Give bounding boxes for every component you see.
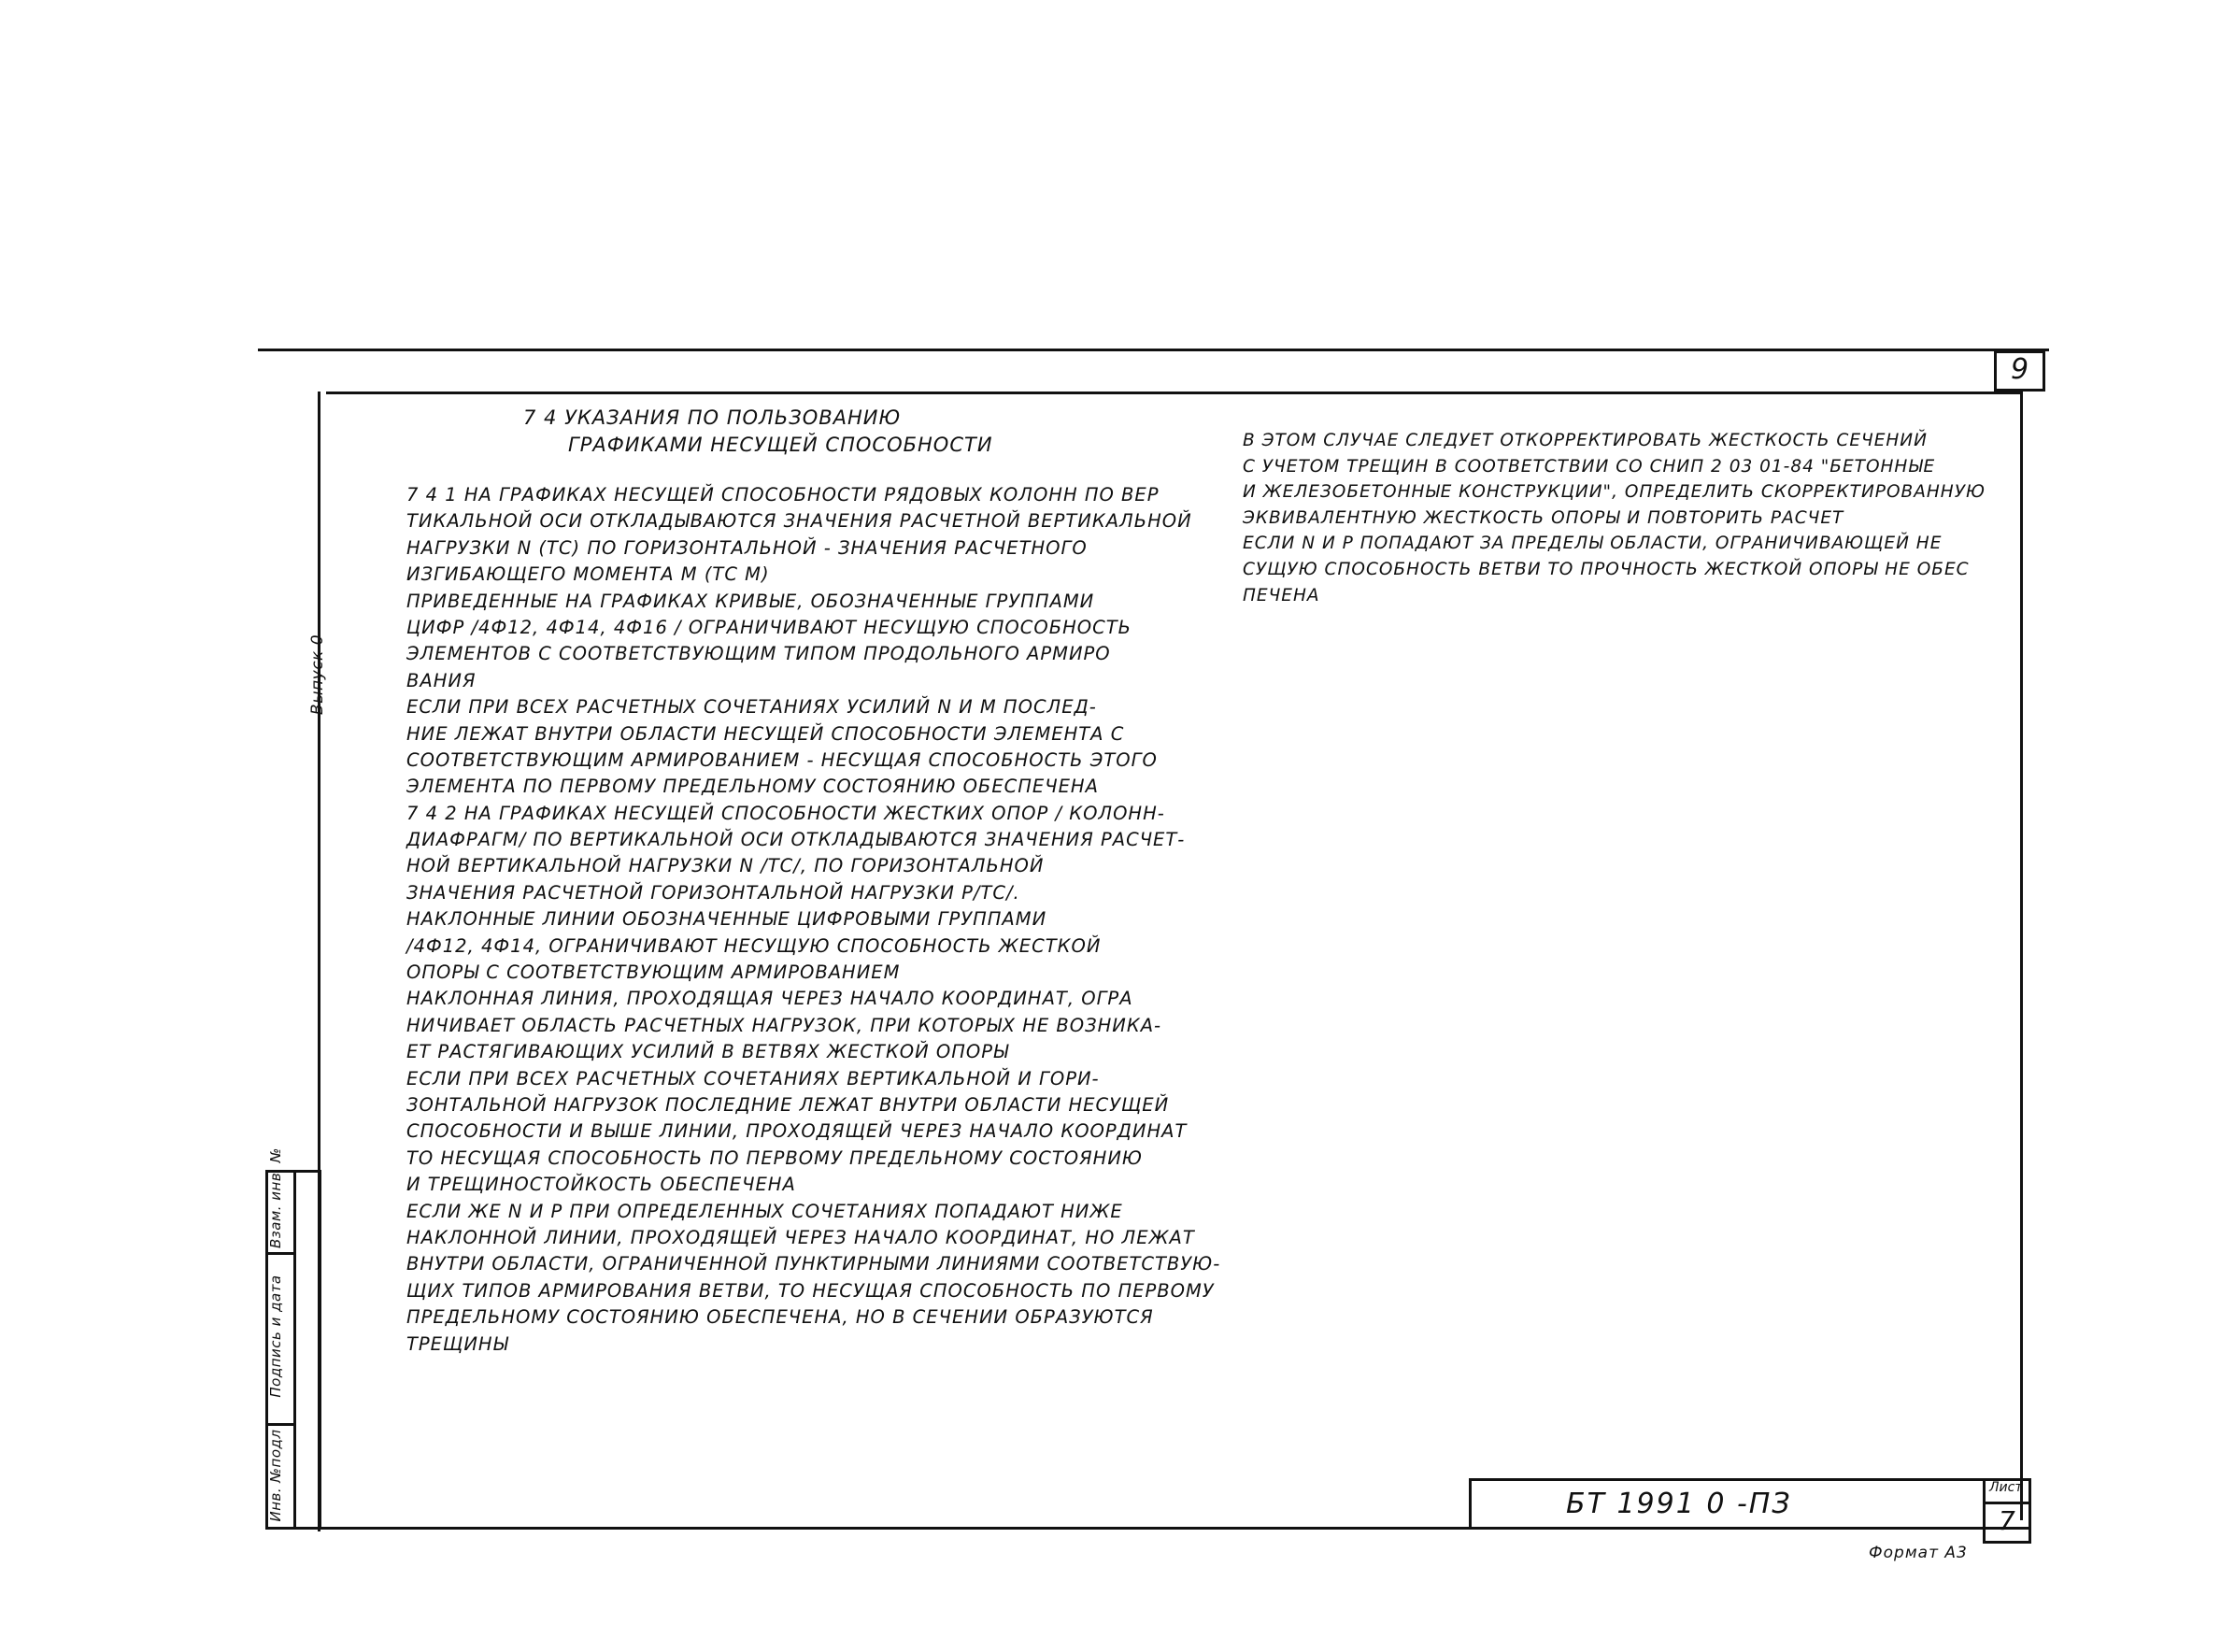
text-line: ВАНИЯ xyxy=(406,669,477,691)
text-line: НИЕ ЛЕЖАТ ВНУТРИ ОБЛАСТИ НЕСУЩЕЙ СПОСОБНОСТИ ЭЛЕМЕНТА С xyxy=(406,722,1125,745)
top-rule-line xyxy=(258,349,2049,351)
frame-right-line xyxy=(2020,392,2023,1520)
sheet-number-box xyxy=(1994,350,2045,392)
sheet-label: Лист xyxy=(1989,1480,2023,1495)
text-line: ОПОРЫ С СООТВЕТСТВУЮЩИМ АРМИРОВАНИЕМ xyxy=(406,961,901,984)
left-column-text xyxy=(406,482,1220,1358)
text-line: ЭЛЕМЕНТОВ С СООТВЕТСТВУЮЩИМ ТИПОМ ПРОДОЛЬНОГО АРМИРО xyxy=(406,643,1111,665)
text-line: ЩИХ ТИПОВ АРМИРОВАНИЯ ВЕТВИ, ТО НЕСУЩАЯ СПОСОБНОСТЬ ПО ПЕРВОМУ xyxy=(406,1279,1215,1302)
right-column-text xyxy=(1243,428,1986,608)
text-line: ЭЛЕМЕНТА ПО ПЕРВОМУ ПРЕДЕЛЬНОМУ СОСТОЯНИЮ ОБЕСПЕЧЕНА xyxy=(406,776,1099,798)
stamp-replace-label: Взам. инв. № xyxy=(267,1147,284,1248)
text-line: ЕСЛИ ПРИ ВСЕХ РАСЧЕТНЫХ СОЧЕТАНИЯХ ВЕРТИКАЛЬНОЙ И ГОРИ- xyxy=(406,1067,1100,1089)
text-line: ЕСЛИ ПРИ ВСЕХ РАСЧЕТНЫХ СОЧЕТАНИЯХ УСИЛИЙ N И M ПОСЛЕД- xyxy=(406,696,1097,719)
section-title-line-1: 7 4 УКАЗАНИЯ ПО ПОЛЬЗОВАНИЮ xyxy=(523,406,902,429)
text-line: С УЧЕТОМ ТРЕЩИН В СООТВЕТСТВИИ СО СНИП 2 03 01-84 "БЕТОННЫЕ xyxy=(1243,456,1936,477)
text-line: ТИКАЛЬНОЙ ОСИ ОТКЛАДЫВАЮТСЯ ЗНАЧЕНИЯ РАСЧЕТНОЙ ВЕРТИКАЛЬНОЙ xyxy=(406,510,1192,533)
text-line: ЦИФР /4Ф12, 4Ф14, 4Ф16 / ОГРАНИЧИВАЮТ НЕСУЩУЮ СПОСОБНОСТЬ xyxy=(406,616,1132,638)
title-block-left-line xyxy=(1469,1478,1472,1527)
text-line: ВНУТРИ ОБЛАСТИ, ОГРАНИЧЕННОЙ ПУНКТИРНЫМИ ЛИНИЯМИ СООТВЕТСТВУЮ- xyxy=(406,1253,1221,1275)
text-line: ПРЕДЕЛЬНОМУ СОСТОЯНИЮ ОБЕСПЕЧЕНА, НО В СЕЧЕНИИ ОБРАЗУЮТСЯ xyxy=(406,1306,1154,1329)
text-line: СПОСОБНОСТИ И ВЫШЕ ЛИНИИ, ПРОХОДЯЩЕЙ ЧЕРЕЗ НАЧАЛО КООРДИНАТ xyxy=(406,1120,1188,1143)
text-line: НОЙ ВЕРТИКАЛЬНОЙ НАГРУЗКИ N /ТС/, ПО ГОРИЗОНТАЛЬНОЙ xyxy=(406,855,1045,877)
sheet-box xyxy=(1983,1478,2031,1544)
document-code: БТ 1991 0 -ПЗ xyxy=(1566,1488,1792,1520)
sheet-number: 7 xyxy=(1999,1505,2015,1536)
text-line: ЭКВИВАЛЕНТНУЮ ЖЕСТКОСТЬ ОПОРЫ И ПОВТОРИТЬ РАСЧЕТ xyxy=(1243,507,1844,528)
text-line: НАКЛОННЫЕ ЛИНИИ ОБОЗНАЧЕННЫЕ ЦИФРОВЫМИ ГРУППАМИ xyxy=(406,908,1047,931)
format-label: Формат А3 xyxy=(1869,1544,1968,1562)
text-line: 7 4 1 НА ГРАФИКАХ НЕСУЩЕЙ СПОСОБНОСТИ РЯДОВЫХ КОЛОНН ПО ВЕР xyxy=(406,484,1160,506)
text-line: СУЩУЮ СПОСОБНОСТЬ ВЕТВИ ТО ПРОЧНОСТЬ ЖЕСТКОЙ ОПОРЫ НЕ ОБЕС xyxy=(1243,559,1970,579)
text-line: ДИАФРАГМ/ ПО ВЕРТИКАЛЬНОЙ ОСИ ОТКЛАДЫВАЮТСЯ ЗНАЧЕНИЯ РАСЧЕТ- xyxy=(406,829,1186,851)
text-line: ЕСЛИ N И P ПОПАДАЮТ ЗА ПРЕДЕЛЫ ОБЛАСТИ, ОГРАНИЧИВАЮЩЕЙ НЕ xyxy=(1243,534,1943,554)
stamp-sign-label: Подпись и дата xyxy=(267,1275,284,1398)
text-line: ПЕЧЕНА xyxy=(1243,585,1320,605)
text-line: В ЭТОМ СЛУЧАЕ СЛЕДУЕТ ОТКОРРЕКТИРОВАТЬ ЖЕСТКОСТЬ СЕЧЕНИЙ xyxy=(1243,431,1928,450)
text-line: И ТРЕЩИНОСТОЙКОСТЬ ОБЕСПЕЧЕНА xyxy=(406,1174,796,1196)
text-line: /4Ф12, 4Ф14, ОГРАНИЧИВАЮТ НЕСУЩУЮ СПОСОБНОСТЬ ЖЕСТКОЙ xyxy=(406,934,1102,957)
text-line: НАГРУЗКИ N (ТС) ПО ГОРИЗОНТАЛЬНОЙ - ЗНАЧЕНИЯ РАСЧЕТНОГО xyxy=(406,536,1088,559)
stamp-inv-label: Инв. №подл xyxy=(267,1429,284,1522)
text-line: И ЖЕЛЕЗОБЕТОННЫЕ КОНСТРУКЦИИ", ОПРЕДЕЛИТЬ СКОРРЕКТИРОВАННУЮ xyxy=(1243,482,1986,503)
issue-label: Выпуск 0 xyxy=(308,634,327,716)
text-line: 7 4 2 НА ГРАФИКАХ НЕСУЩЕЙ СПОСОБНОСТИ ЖЕСТКИХ ОПОР / КОЛОНН- xyxy=(406,802,1165,824)
text-line: ТО НЕСУЩАЯ СПОСОБНОСТЬ ПО ПЕРВОМУ ПРЕДЕЛЬНОМУ СОСТОЯНИЮ xyxy=(406,1146,1143,1169)
text-line: ЗОНТАЛЬНОЙ НАГРУЗОК ПОСЛЕДНИЕ ЛЕЖАТ ВНУТРИ ОБЛАСТИ НЕСУЩЕЙ xyxy=(406,1093,1170,1116)
text-line: СООТВЕТСТВУЮЩИМ АРМИРОВАНИЕМ - НЕСУЩАЯ СПОСОБНОСТЬ ЭТОГО xyxy=(406,748,1158,771)
frame-top-line xyxy=(326,392,2023,394)
text-line: ЕТ РАСТЯГИВАЮЩИХ УСИЛИЙ В ВЕТВЯХ ЖЕСТКОЙ ОПОРЫ xyxy=(406,1041,1009,1063)
text-line: ТРЕЩИНЫ xyxy=(406,1332,509,1355)
text-line: НАКЛОННАЯ ЛИНИЯ, ПРОХОДЯЩАЯ ЧЕРЕЗ НАЧАЛО КООРДИНАТ, ОГРА xyxy=(406,988,1133,1010)
text-line: НИЧИВАЕТ ОБЛАСТЬ РАСЧЕТНЫХ НАГРУЗОК, ПРИ КОТОРЫХ НЕ ВОЗНИКА- xyxy=(406,1014,1162,1036)
text-line: ЕСЛИ ЖЕ N И P ПРИ ОПРЕДЕЛЕННЫХ СОЧЕТАНИЯХ ПОПАДАЮТ НИЖЕ xyxy=(406,1200,1123,1222)
frame-bottom-line xyxy=(265,1527,2031,1530)
text-line: ПРИВЕДЕННЫЕ НА ГРАФИКАХ КРИВЫЕ, ОБОЗНАЧЕННЫЕ ГРУППАМИ xyxy=(406,590,1095,612)
title-block-top-line xyxy=(1469,1478,1983,1481)
text-line: ЗНАЧЕНИЯ РАСЧЕТНОЙ ГОРИЗОНТАЛЬНОЙ НАГРУЗКИ P/ТС/. xyxy=(406,881,1020,904)
sheet-number-top: 9 xyxy=(2011,353,2029,386)
text-line: ИЗГИБАЮЩЕГО МОМЕНТА M (ТС М) xyxy=(406,563,770,586)
section-title xyxy=(523,405,993,459)
text-line: НАКЛОННОЙ ЛИНИИ, ПРОХОДЯЩЕЙ ЧЕРЕЗ НАЧАЛО КООРДИНАТ, НО ЛЕЖАТ xyxy=(406,1226,1195,1248)
section-title-line-2: ГРАФИКАМИ НЕСУЩЕЙ СПОСОБНОСТИ xyxy=(568,434,993,456)
